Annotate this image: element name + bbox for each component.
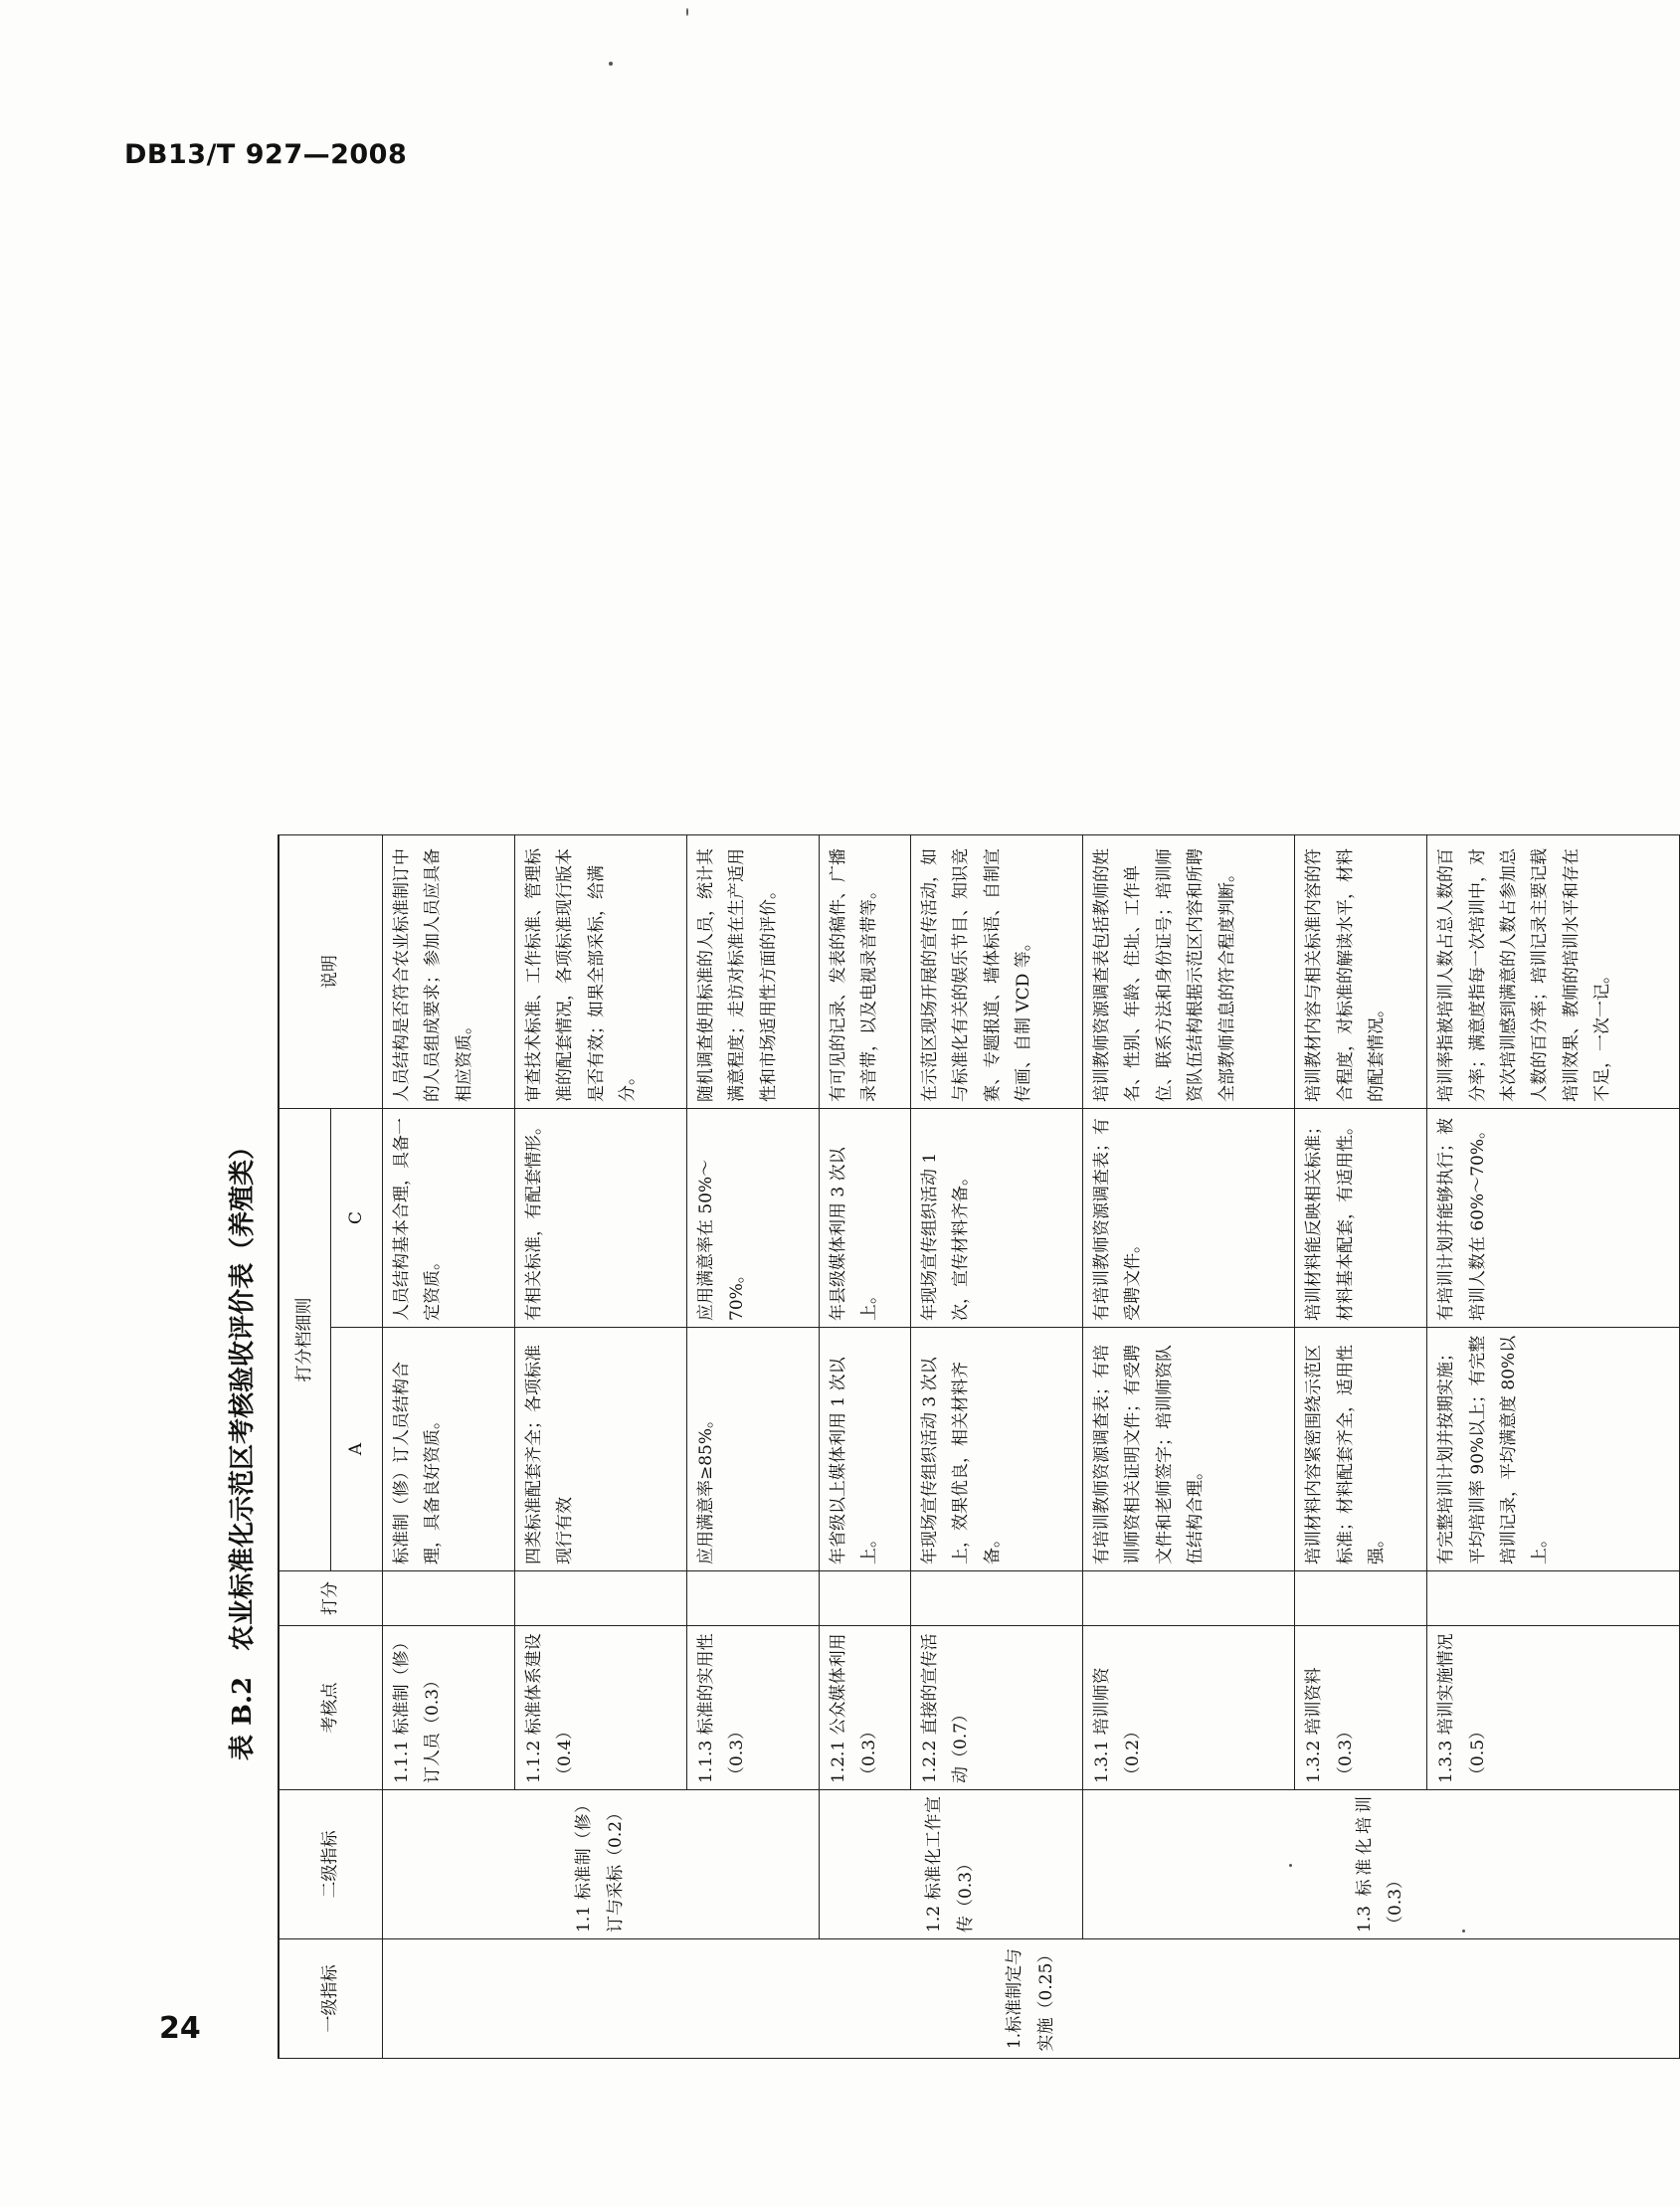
grade-a-cell: 年省级以上媒体利用 1 次以上。	[819, 1328, 910, 1571]
header-row-1	[279, 835, 331, 2059]
level2-cell: 1.2 标准化工作宣传（0.3）	[819, 1790, 1082, 1939]
header-description: 说明	[279, 835, 383, 1109]
check-point-cell: 1.1.3 标准的实用性（0.3）	[686, 1626, 819, 1790]
scan-speck	[1289, 1864, 1292, 1867]
grade-c-cell: 有培训计划并能够执行；被培训人数在 60%～70%。	[1427, 1109, 1680, 1328]
header-level2: 二级指标	[279, 1790, 383, 1939]
document-code-header: DB13/T 927—2008	[124, 139, 408, 170]
header-rules: 打分档细则	[279, 1109, 331, 1571]
score-cell[interactable]	[1295, 1571, 1427, 1626]
header-check-point: 考核点	[279, 1626, 383, 1790]
rotated-table-block	[218, 835, 1680, 2059]
grade-a-cell: 年现场宣传组织活动 3 次以上，效果优良，相关材料齐备。	[910, 1328, 1082, 1571]
grade-a-cell: 四类标准配套齐全；各项标准现行有效	[514, 1328, 686, 1571]
check-point-cell: 1.1.2 标准体系建设（0.4）	[514, 1626, 686, 1790]
grade-a-cell: 标准制（修）订人员结构合理，具备良好资质。	[383, 1328, 515, 1571]
score-cell[interactable]	[686, 1571, 819, 1626]
page-number: 24	[159, 2011, 201, 2046]
description-cell: 审查技术标准、工作标准、管理标准的配套情况，各项标准现行版本是否有效；如果全部采标，给满分。	[514, 835, 686, 1109]
grade-c-cell: 培训材料能反映相关标准；材料基本配套，有适用性。	[1295, 1109, 1427, 1328]
level2-cell: 1.1 标准制（修）订与采标（0.2）	[383, 1790, 819, 1939]
score-cell[interactable]	[514, 1571, 686, 1626]
table-title: 表 B.2 农业标准化示范区考核验收评价表（养殖类）	[228, 1133, 258, 1761]
grade-a-cell: 培训材料内容紧密围绕示范区标准；材料配套齐全，适用性强。	[1295, 1328, 1427, 1571]
description-cell: 有可见的记录、发表的稿件、广播录音带，以及电视录音带等。	[819, 835, 910, 1109]
check-point-cell: 1.3.3 培训实施情况（0.5）	[1427, 1626, 1680, 1790]
score-cell[interactable]	[1082, 1571, 1294, 1626]
grade-c-cell: 人员结构基本合理，具备一定资质。	[383, 1109, 515, 1328]
table-row	[383, 835, 515, 2059]
scan-speck	[609, 62, 613, 66]
grade-c-cell: 应用满意率在 50%～70%。	[686, 1109, 819, 1328]
check-point-cell: 1.2.2 直接的宣传活动（0.7）	[910, 1626, 1082, 1790]
grade-a-cell: 有培训教师资源调查表；有培训师资相关证明文件；有受聘文件和老师签字；培训师资队伍结构合理。	[1082, 1328, 1294, 1571]
check-point-cell: 1.3.1 培训师资（0.2）	[1082, 1626, 1294, 1790]
grade-c-cell: 有培训教师资源调查表；有受聘文件。	[1082, 1109, 1294, 1328]
table-row	[1082, 835, 1294, 2059]
check-point-cell: 1.1.1 标准制（修）订人员（0.3）	[383, 1626, 515, 1790]
description-cell: 在示范区现场开展的宣传活动，如与标准化有关的娱乐节目、知识竞赛、专题报道、墙体标语、自制宣传画、自制 VCD 等。	[910, 835, 1082, 1109]
score-cell[interactable]	[1427, 1571, 1680, 1626]
description-cell: 随机调查使用标准的人员，统计其满意程度；走访对标准在生产适用性和市场适用性方面的评价。	[686, 835, 819, 1109]
check-point-cell: 1.2.1 公众媒体利用（0.3）	[819, 1626, 910, 1790]
score-cell[interactable]	[910, 1571, 1082, 1626]
table-row	[819, 835, 910, 2059]
header-grade-c: C	[331, 1109, 383, 1328]
grade-a-cell: 应用满意率≥85%。	[686, 1328, 819, 1571]
header-grade-a: A	[331, 1328, 383, 1571]
description-cell: 培训教材内容与相关标准内容的符合程度，对标准的解读水平，材料的配套情况。	[1295, 835, 1427, 1109]
level2-cell: 1.3 标准化培训（0.3）	[1082, 1790, 1679, 1939]
scan-speck	[1462, 1930, 1465, 1932]
check-point-cell: 1.3.2 培训资料（0.3）	[1295, 1626, 1427, 1790]
score-cell[interactable]	[819, 1571, 910, 1626]
grade-a-cell: 有完整培训计划并按期实施；平均培训率 90%以上；有完整培训记录，平均满意度 80%以上。	[1427, 1328, 1680, 1571]
scan-speck	[686, 8, 688, 16]
grade-c-cell: 年现场宣传组织活动 1 次，宣传材料齐备。	[910, 1109, 1082, 1328]
level1-cell: 1.标准制定与实施（0.25）	[383, 1939, 1680, 2059]
evaluation-table	[278, 834, 1680, 2059]
description-cell: 人员结构是否符合农业标准制订中的人员组成要求；参加人员应具备相应资质。	[383, 835, 515, 1109]
description-cell: 培训率指被培训人数占总人数的百分率；满意度指每一次培训中，对本次培训感到满意的人数占参加总人数的百分率；培训记录主要记载培训效果、教师的培训水平和存在不足，一次一记。	[1427, 835, 1680, 1109]
header-level1: 一级指标	[279, 1939, 383, 2059]
header-score: 打分	[279, 1571, 383, 1626]
score-cell[interactable]	[383, 1571, 515, 1626]
grade-c-cell: 年县级媒体利用 3 次以上。	[819, 1109, 910, 1328]
description-cell: 培训教师资源调查表包括教师的姓名、性别、年龄、住址、工作单位、联系方法和身份证号；培训师资队伍结构根据示范区内容和所聘全部教师信息的符合程度判断。	[1082, 835, 1294, 1109]
grade-c-cell: 有相关标准，有配套情形。	[514, 1109, 686, 1328]
